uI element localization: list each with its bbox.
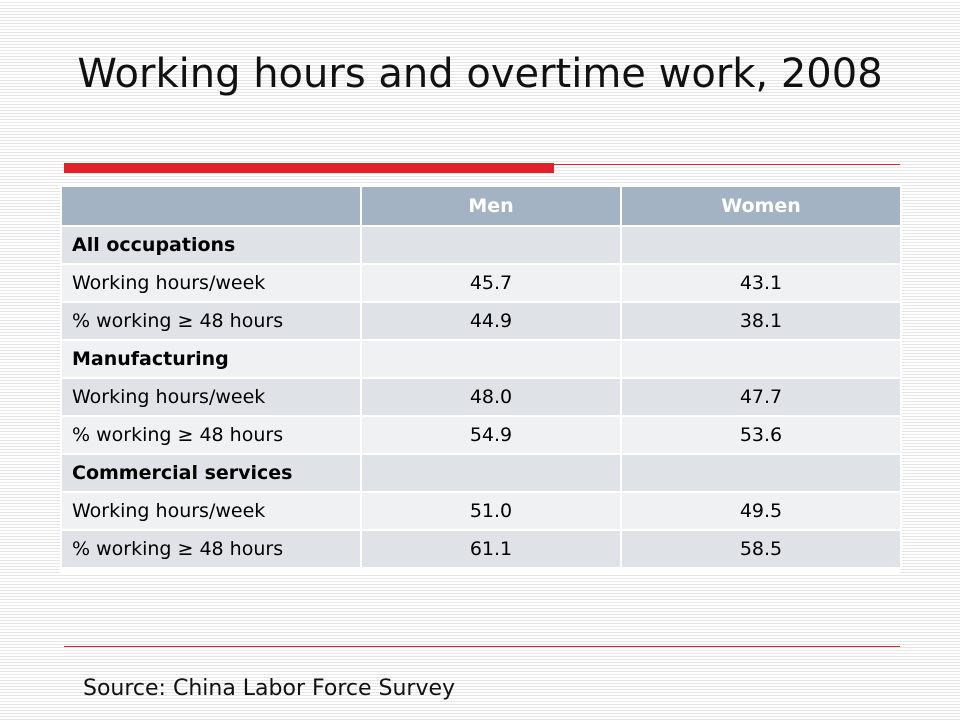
cell-men [361,226,621,264]
table-row [61,340,901,378]
cell-men: 51.0 [361,492,621,530]
cell-men: 61.1 [361,530,621,568]
row-label: % working ≥ 48 hours [61,530,361,568]
header-cell-men: Men [361,186,621,226]
cell-women [621,454,901,492]
row-group-label: Commercial services [61,454,361,492]
cell-women: 58.5 [621,530,901,568]
table-row [61,492,901,530]
table-row [61,416,901,454]
cell-women: 38.1 [621,302,901,340]
cell-men: 44.9 [361,302,621,340]
cell-women: 47.7 [621,378,901,416]
source-note: Source: China Labor Force Survey [83,676,456,701]
footer-rule [64,646,900,647]
title-underline-accent [64,163,554,173]
table-row [61,264,901,302]
working-hours-table [60,185,902,569]
row-label: Working hours/week [61,264,361,302]
row-label: % working ≥ 48 hours [61,416,361,454]
table-row [61,530,901,568]
cell-women: 43.1 [621,264,901,302]
cell-men: 45.7 [361,264,621,302]
title-underline-rule [554,164,900,165]
cell-men: 54.9 [361,416,621,454]
row-group-label: Manufacturing [61,340,361,378]
cell-women [621,226,901,264]
header-cell-women: Women [621,186,901,226]
cell-women [621,340,901,378]
cell-women: 49.5 [621,492,901,530]
table-row [61,226,901,264]
cell-women: 53.6 [621,416,901,454]
row-group-label: All occupations [61,226,361,264]
cell-men [361,454,621,492]
row-label: % working ≥ 48 hours [61,302,361,340]
slide-title: Working hours and overtime work, 2008 [77,51,883,97]
row-label: Working hours/week [61,492,361,530]
header-cell-blank [61,186,361,226]
row-label: Working hours/week [61,378,361,416]
cell-men: 48.0 [361,378,621,416]
cell-men [361,340,621,378]
table-row [61,454,901,492]
table-header-row [61,186,901,226]
table-row [61,378,901,416]
table-row [61,302,901,340]
